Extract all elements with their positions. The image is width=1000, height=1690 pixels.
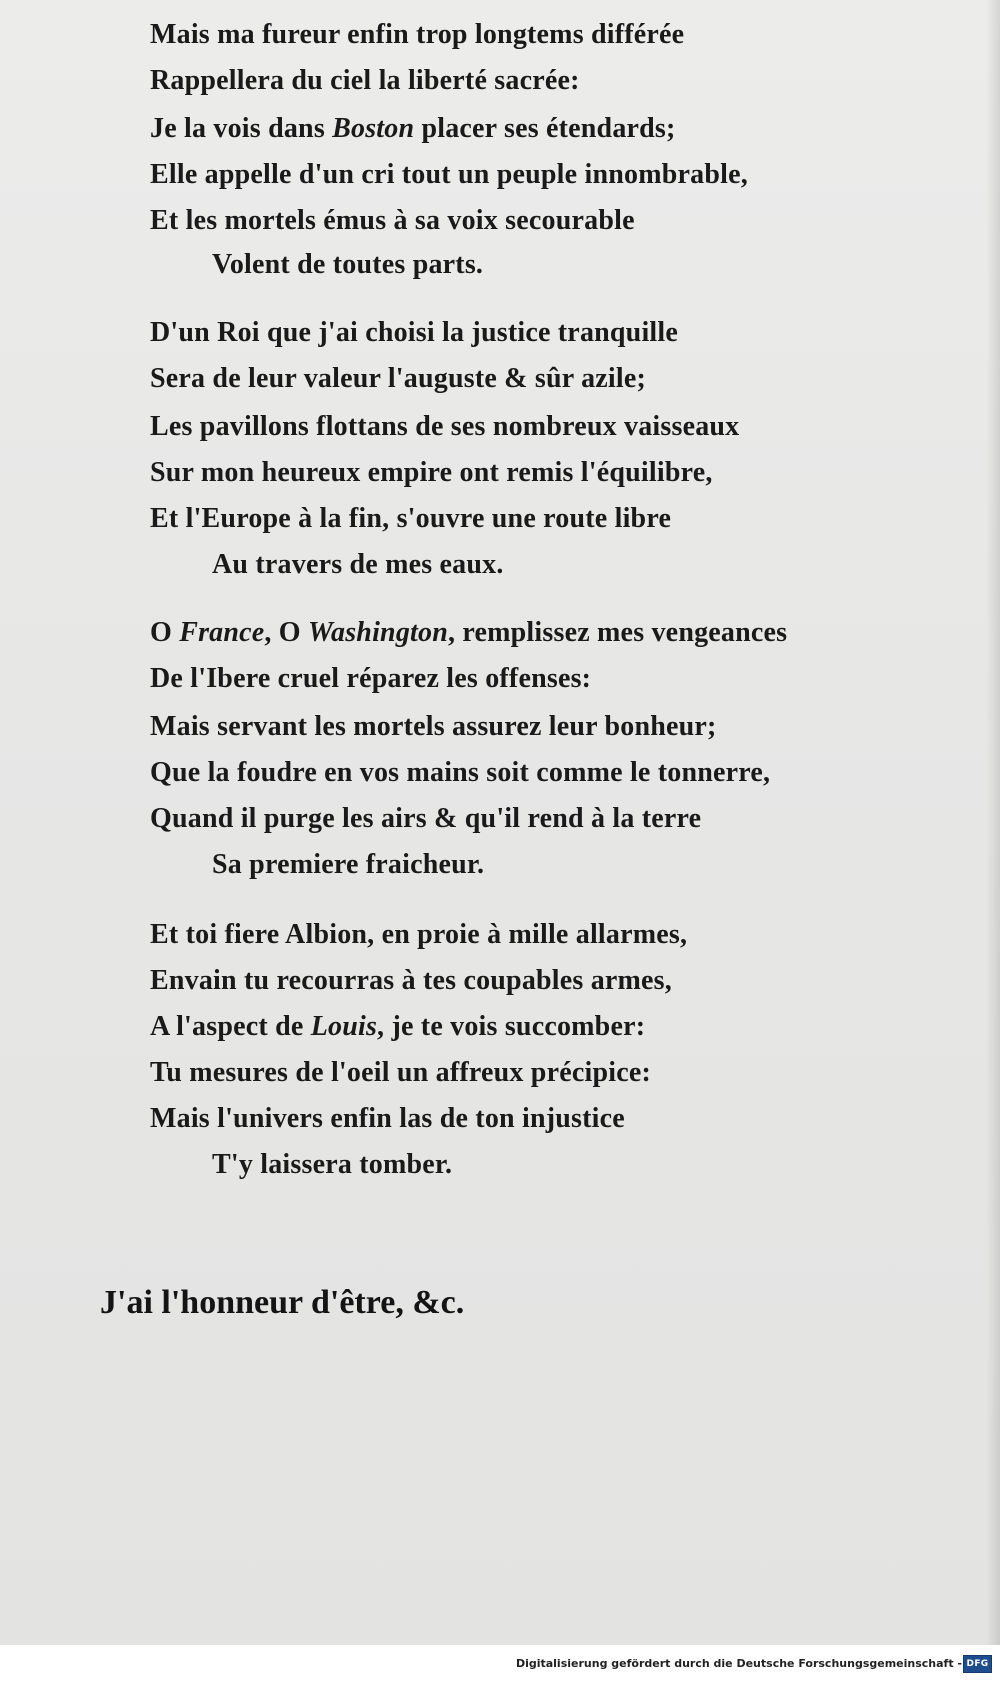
verse-line: [150, 616, 787, 650]
digitization-footer: [0, 1645, 1000, 1690]
verse-line: Mais ma fureur enfin trop longtems différée: [150, 19, 685, 50]
verse-line-part: , remplissez mes vengeances: [447, 617, 788, 648]
verse-line: Envain tu recourras à tes coupables armes,: [150, 965, 672, 996]
verse-line: Elle appelle d'un cri tout un peuple innombrable,: [150, 159, 748, 190]
page-edge-shadow: [986, 0, 1000, 1645]
verse-line: Sera de leur valeur l'auguste & sûr azile;: [150, 363, 647, 394]
verse-line-indented: Sa premiere fraicheur.: [212, 849, 485, 880]
verse-line: D'un Roi que j'ai choisi la justice tranquille: [150, 317, 679, 348]
verse-line-indented: Au travers de mes eaux.: [212, 549, 504, 580]
verse-line: Que la foudre en vos mains soit comme le tonnerre,: [150, 757, 771, 788]
verse-line-italic: France: [179, 617, 265, 648]
verse-line-part: , O: [264, 617, 308, 648]
verse-line: Et toi fiere Albion, en proie à mille allarmes,: [150, 919, 688, 950]
verse-line-indented: Volent de toutes parts.: [212, 249, 484, 280]
verse-line: Sur mon heureux empire ont remis l'équilibre,: [150, 457, 713, 488]
verse-line: Les pavillons flottans de ses nombreux vaisseaux: [150, 411, 740, 442]
verse-line-part: Je la vois dans: [150, 113, 333, 144]
verse-line-italic: Louis: [310, 1011, 378, 1042]
verse-line: Rappellera du ciel la liberté sacrée:: [150, 65, 580, 96]
verse-line: [150, 112, 676, 146]
verse-line: Et l'Europe à la fin, s'ouvre une route libre: [150, 503, 672, 534]
dfg-logo-icon: [963, 1655, 992, 1673]
verse-line-part: , je te vois succomber:: [377, 1011, 646, 1042]
closing-salutation: J'ai l'honneur d'être, &c.: [100, 1284, 465, 1321]
verse-line: Tu mesures de l'oeil un affreux précipice:: [150, 1057, 651, 1088]
verse-line-part: placer ses étendards;: [414, 113, 676, 144]
verse-line: De l'Ibere cruel réparez les offenses:: [150, 663, 592, 694]
verse-line-part: A l'aspect de: [150, 1011, 311, 1042]
verse-line: [150, 1010, 645, 1044]
verse-line-part: O: [150, 617, 180, 648]
dfg-logo-text: DFG: [966, 1659, 989, 1669]
verse-line: Mais servant les mortels assurez leur bonheur;: [150, 711, 717, 742]
verse-line: Quand il purge les airs & qu'il rend à la terre: [150, 803, 702, 834]
verse-line-indented: T'y laissera tomber.: [212, 1149, 453, 1180]
verse-line: Mais l'univers enfin las de ton injustice: [150, 1103, 625, 1134]
verse-line-italic: Boston: [332, 113, 415, 144]
verse-line: Et les mortels émus à sa voix secourable: [150, 205, 635, 236]
verse-line-italic: Washington: [307, 617, 448, 648]
funding-credit: Digitalisierung gefördert durch die Deutsche Forschungsgemeinschaft -: [515, 1657, 962, 1670]
